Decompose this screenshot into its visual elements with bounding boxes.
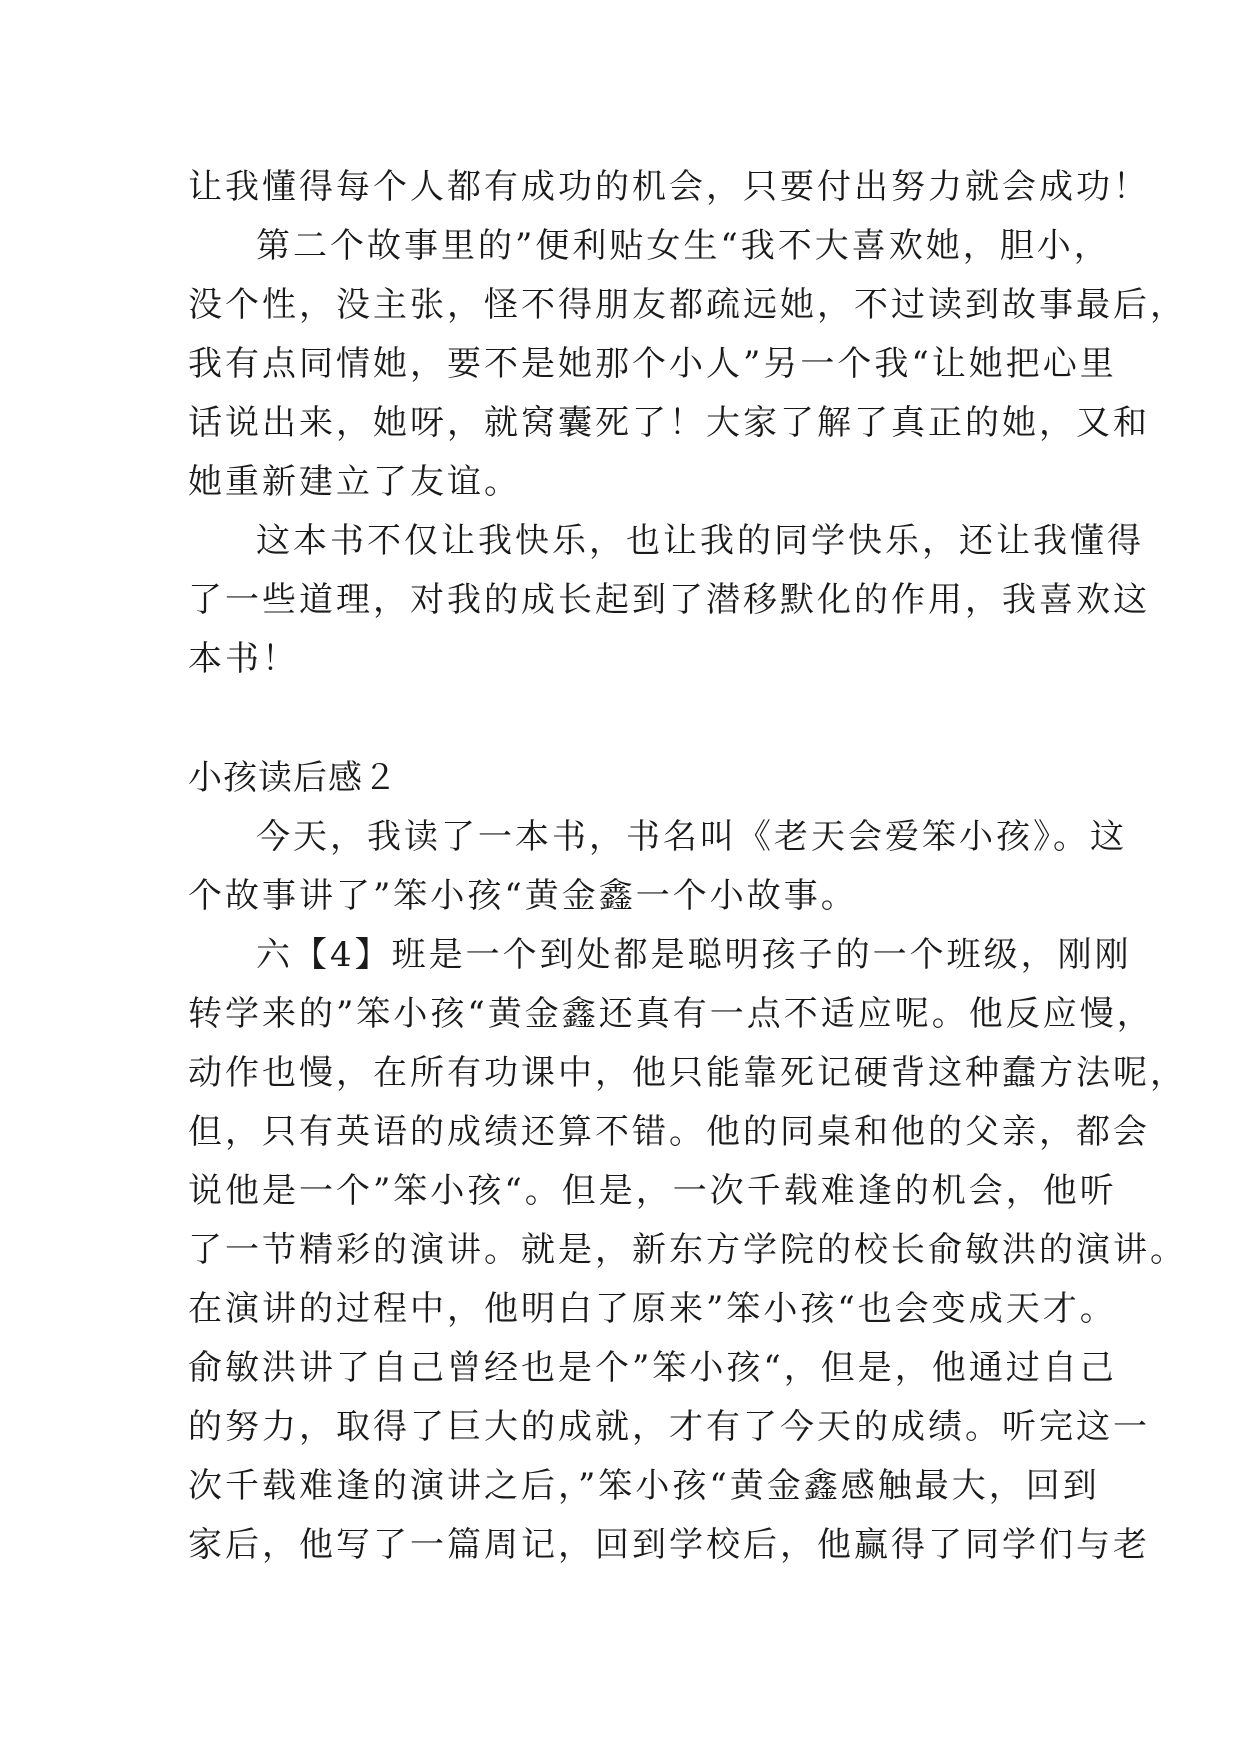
text-line: 的努力，取得了巨大的成就，才有了今天的成绩。听完这一 [188, 1407, 1150, 1447]
text-line: 六【4】班是一个到处都是聪明孩子的一个班级，刚刚 [256, 935, 1132, 975]
text-line: 转学来的”笨小孩“黄金鑫还真有一点不适应呢。他反应慢， [188, 994, 1154, 1034]
document-body [188, 158, 1187, 1575]
text-line: 但，只有英语的成绩还算不错。他的同桌和他的父亲，都会 [188, 1112, 1150, 1152]
text-line: 俞敏洪讲了自己曾经也是个”笨小孩“，但是，他通过自己 [188, 1348, 1117, 1388]
text-line: 个故事讲了”笨小孩“黄金鑫一个小故事。 [188, 876, 858, 916]
text-line: 了一些道理，对我的成长起到了潜移默化的作用，我喜欢这 [188, 580, 1150, 620]
text-line: 家后，他写了一篇周记，回到学校后，他赢得了同学们与老 [188, 1525, 1150, 1565]
text-line: 了一节精彩的演讲。就是，新东方学院的校长俞敏洪的演讲。 [188, 1230, 1187, 1270]
text-line: 次千载难逢的演讲之后，”笨小孩“黄金鑫感触最大，回到 [188, 1466, 1100, 1506]
text-line: 让我懂得每个人都有成功的机会，只要付出努力就会成功！ [188, 167, 1150, 207]
text-line: 说他是一个”笨小孩“。但是，一次千载难逢的机会，他听 [188, 1171, 1117, 1211]
text-line: 这本书不仅让我快乐，也让我的同学快乐，还让我懂得 [256, 521, 1144, 561]
text-line: 话说出来，她呀，就窝囊死了！大家了解了真正的她，又和 [188, 403, 1150, 443]
section-heading: 小孩读后感２ [188, 758, 398, 798]
text-line: 第二个故事里的”便利贴女生“我不大喜欢她，胆小， [256, 226, 1111, 266]
text-line: 没个性，没主张，怪不得朋友都疏远她，不过读到故事最后， [188, 285, 1187, 325]
text-line: 本书！ [188, 639, 299, 679]
text-line: 她重新建立了友谊。 [188, 462, 521, 502]
text-line: 在演讲的过程中，他明白了原来”笨小孩“也会变成天才。 [188, 1289, 1117, 1329]
text-line: 我有点同情她，要不是她那个小人”另一个我“让她把心里 [188, 344, 1117, 384]
section-gap [188, 689, 1048, 749]
text-line: 动作也慢，在所有功课中，他只能靠死记硬背这种蠢方法呢， [188, 1053, 1187, 1093]
text-line: 今天，我读了一本书，书名叫《老天会爱笨小孩》。这 [256, 817, 1127, 857]
